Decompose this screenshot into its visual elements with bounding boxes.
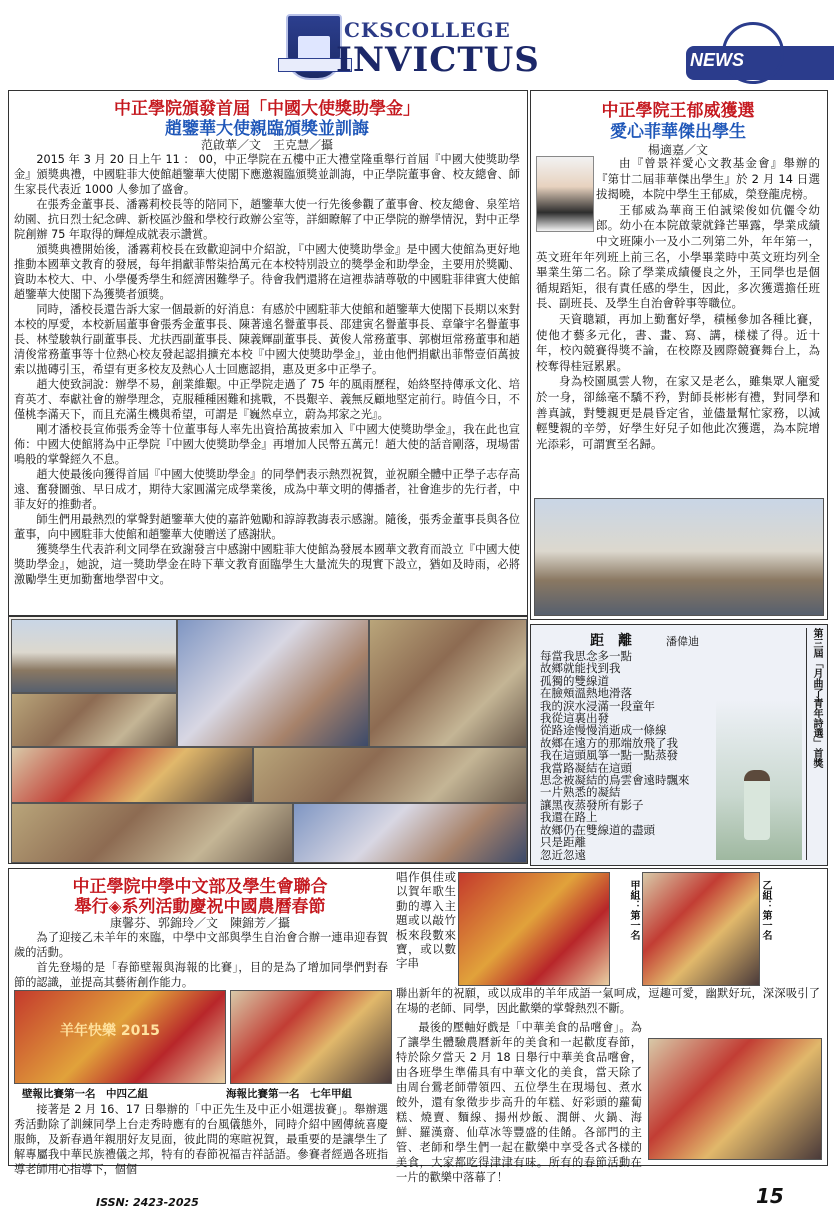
- poem-line: 我的淚水浸滿一段童年: [540, 698, 655, 713]
- poem-line: 從路途慢慢消逝成一條線: [540, 723, 667, 738]
- caption-group-a: 甲組：第一名: [628, 880, 639, 940]
- photo-stage-banner: [177, 619, 369, 747]
- article-scholarship-body: [14, 152, 520, 610]
- photo-contest-winners-a: [458, 872, 610, 986]
- article-scholarship-title: 中正學院頒發首屆「中國大使獎助學金」: [114, 99, 420, 119]
- poem-line: 孤獨的雙線道: [540, 673, 609, 688]
- scholarship-photo-collage: [8, 616, 528, 864]
- article-scholarship-paragraph: 同時，潘校長還告訴大家一個最新的好消息：有感於中國駐菲大使館和趙鑒華大使閣下長期以來對本校的厚愛，本校新屆董事會張秀金董事長、陳著遠名譽董事長、邵建寅名譽董事長、章肇宇名譽董事長、林瑩駿執行副董事長、尤扶西副董事長、陳義輝副董事長、黃俊人常務董事、郭樹垣常務董事和趙清俊常務董事等十位熱心校友發起認捐擴充本校『中國大使獎助學金』，並由他們捐獻出菲幣壹佰萬披索以拋磚引玉，希望有更多校友及熱心人士回應認捐，惠及更多中正學子。: [14, 303, 520, 376]
- photo-contest-winners-b: [642, 872, 760, 986]
- article-outstanding-paragraph: 身為校園風雲人物，在家又是老么，雖集眾人寵愛於一身，卻絲毫不驕不矜，對師長彬彬有禮，對同學和善真誠，對雙親更是晨昏定省，並儘量幫忙家務，以減輕雙親的辛勞，好學生好兒子如他此次獲選，為本院增光添彩，可謂實至名歸。: [536, 374, 820, 451]
- poem-line: 只是距離: [540, 835, 586, 850]
- poem-line: 故鄉仍在雙線道的盡頭: [540, 822, 655, 837]
- article-spring-right1: [396, 986, 820, 1018]
- article-outstanding-paragraph: 王郁威為華商王伯誠梁俊如伉儷令幼郎。幼小在本院啟蒙就鋒芒畢露，學業成績中文班陳小一及小二列第二外，年年第一，英文班年年列班上前三名，小學畢業時中英文班均列全畢業生第二名。除了學業成績優良之外，王同學也是個循規蹈矩，很有責任感的學生，因此，多次獲選擔任班長、副班長、及學生自治會幹事等職位。: [536, 202, 820, 311]
- article-scholarship-paragraph: 師生們用最熱烈的掌聲對趙鑒華大使的嘉許勉勵和諄諄教誨表示感謝。隨後，張秀金董事長與各位董事，向中國駐菲大使館和趙鑒華大使贈送了感謝狀。: [14, 513, 520, 541]
- article-scholarship-paragraph: 在張秀金董事長、潘霧莉校長等的陪同下，趙鑒華大使一行先後參觀了董事會、校友總會、泉笙培幼園、抗日烈士紀念碑、新校區沙盤和學校行政辦公室等，詳細瞭解了中正學院的辦學情況，對中正學院創辦 75 年取得的輝煌成就表示讚賞。: [14, 198, 520, 241]
- article-spring-bottom: [14, 1102, 388, 1176]
- article-scholarship-subtitle: 趙鑒華大使親臨頒獎並訓誨: [165, 119, 369, 139]
- photo-ambassador-speech: [369, 619, 527, 747]
- article-outstanding-subtitle: 愛心菲華傑出學生: [610, 122, 746, 142]
- photo-award-ceremony: [11, 747, 253, 803]
- article-outstanding-body: [536, 156, 820, 494]
- poster-greeting-text: 羊年快樂 2015: [60, 1023, 160, 1039]
- article-scholarship-paragraph: 獲獎學生代表許利文同學在致謝發言中感謝中國駐菲大使館為發展本國華文教育而設立『中國大使獎助學金』，她說，這一獎助學金在時下華文教育面臨學生大量流失的現實下設立，猶如及時雨，必將激勵學生更加勤奮地學習中文。: [14, 543, 520, 586]
- poem-author: 潘偉迪: [666, 635, 699, 648]
- article-spring-byline: 康馨芬、郭錦玲／文 陳錦芳／攝: [109, 916, 290, 930]
- photo-certificate: [293, 803, 527, 863]
- poem-line: 思念被凝結的鳥雲會遠時飄來: [540, 773, 690, 788]
- photo-poster: [230, 990, 392, 1084]
- caption-wall-newspaper: 壁報比賽第一名 中四乙組: [22, 1088, 148, 1100]
- poem-line: 故鄉就能找到我: [540, 661, 621, 676]
- college-name: CKSCOLLEGE: [344, 18, 511, 42]
- article-spring-paragraph: 為了迎接乙未羊年的來臨，中學中文部與學生自治會合辦一連串迎春賀歲的活動。: [14, 931, 388, 959]
- photo-board-members: [11, 803, 293, 863]
- poem-line: 我在這頭風箏一點一點蒸發: [540, 748, 678, 763]
- poem-line: 讓黑夜蒸發所有影子: [540, 797, 644, 812]
- article-scholarship-paragraph: 2015 年 3 月 20 日上午 11 ： 00，中正學院在五樓中正大禮堂隆重舉行首屆『中國大使獎助學金』頒獎典禮，中國駐菲大使館趙鑒華大使閣下應邀親臨頒獎並訓誨，中正學院董事會、校友總會、師生家長代表近 1000 人參加了盛會。: [14, 153, 520, 196]
- portrait-spacer: [536, 156, 596, 234]
- article-spring-subtitle: 舉行◈系列活動慶祝中國農曆春節: [74, 897, 326, 917]
- article-scholarship-paragraph: 頒獎典禮開始後，潘霧莉校長在致歡迎詞中介紹說，『中國大使獎助學金』是中國大使館為更好地推動本國華文教育的發展，每年捐獻菲幣柒拾萬元在本校特別設立的獎學金和助學金，主要用於獎勵、資助本校大、中、小學優秀學生和經濟困難學子。待會我們還將在這裡恭請尊敬的中國駐菲律賓大使館趙鑒華大使閣下為獲獎者頒獎。: [14, 243, 520, 301]
- article-outstanding-title: 中正學院王郁威獲選: [601, 101, 755, 121]
- article-spring-column: 唱作俱佳或以賀年歌生動的導入主題或以敲竹板來段數來寶，或以數字串: [396, 870, 456, 971]
- poem-line: 故鄉在遠方的那端放飛了我: [540, 735, 678, 750]
- article-outstanding-paragraph: 由『曾景祥愛心文教基金會』舉辦的『第廿二屆菲華傑出學生』於 2 月 14 日選拔揭曉，本院中學生王郁威，榮登龍虎榜。: [596, 156, 820, 202]
- poem-line: 在臉頰溫熱地滑落: [540, 686, 632, 701]
- news-section-label: NEWS: [690, 50, 744, 70]
- article-spring-right2: [396, 1020, 820, 1184]
- article-scholarship-byline: 范啟華／文 王克慧／攝: [200, 138, 333, 152]
- article-scholarship-paragraph: 趙大使最後向獲得首屆『中國大使獎助學金』的同學們表示熱烈祝賀，並祝願全體中正學子志存高遠、奮發圖強、早日成才，期待大家圓滿完成學業後，成為中華文明的傳播者，社會進步的先行者，中菲友好的推動者。: [14, 468, 520, 511]
- article-scholarship-paragraph: 剛才潘校長宣佈張秀金等十位董事每人率先出資拾萬披索加入『中國大使獎助學金』，我在此也宣佈：中國大使館將為中正學院『中國大使獎助學金』再增加人民幣五萬元！趙大使的話音剛落，現場雷鳴般的掌聲經久不息。: [14, 423, 520, 466]
- magazine-title: INVICTUS: [336, 40, 540, 80]
- college-crest-icon: [286, 14, 342, 80]
- poem-line: 我還在路上: [540, 810, 598, 825]
- poem-line: 每當我思念多一點: [540, 649, 632, 663]
- poem-line: 我從這裏出發: [540, 711, 609, 726]
- page-number: 15: [756, 1184, 784, 1208]
- article-spring-paragraph: 接著是 2 月 16、17 日舉辦的「中正先生及中正小姐選拔賽」。舉辦選秀活動除了訓練同學上台走秀時應有的台風儀態外，同時介紹中國傳統喜慶服飾，及新春過年親朋好友見面，彼此問的寒暄祝賀，最重要的是讓學生了解專屬我中華民族禮儀之邦，特有的春節祝福吉祥話語。參賽者經過各班指導老師用心指導下，個個: [14, 1103, 388, 1176]
- article-spring-title: 中正學院中學中文部及學生會聯合: [72, 877, 328, 897]
- article-spring-paragraph: 最後的壓軸好戲是「中華美食的品嚐會」。為了讓學生體驗農曆新年的美食和一起歡度春節，特於除夕當天 2 月 18 日舉行中華美食品嚐會，由各班學生準備具有中華文化的美食，當天除了由周台鶯老師帶領四、五位學生在現場包、煮水餃外，還有象徵步步高升的年糕、好彩頭的蘿蔔糕、燒賣、麵線、揚州炒飯、潤餅、火鍋、海鮮、羅漢齋、仙草冰等豐盛的佳餚。各部門的主管、老師和學生們一起在歡樂中享受各式各樣的美食，大家都吃得津津有味。所有的春節活動在一片的歡樂中落幕了！: [396, 1021, 642, 1184]
- food-photo-spacer: [642, 1036, 820, 1156]
- article-spring-paragraph: 首先登場的是「春節壁報與海報的比賽」，目的是為了增加同學們對春節的認識，並提高其藝術創作能力。: [14, 961, 388, 989]
- photo-students-row: [253, 747, 527, 803]
- issn-number: ISSN: 2423-2025: [96, 1196, 199, 1209]
- poem-line: 我當路凝結在這頭: [540, 760, 632, 775]
- photo-guests-group: [11, 693, 177, 747]
- article-scholarship-paragraph: 趙大使致詞說：辦學不易，創業維艱。中正學院走過了 75 年的風雨歷程，始終堅持傳承文化、培育英才、奉獻社會的辦學理念，克服種種困難和挑戰，不畏艱辛、義無反顧地堅定前行。時值今日，不僅桃李滿天下，而且充滿生機與希望，可謂是『巍然卓立，蔚為邦家之光』。: [14, 378, 520, 421]
- poem-title: 距 離: [590, 633, 632, 649]
- article-spring-intro: [14, 930, 388, 988]
- poem-line: 忽近忽遠: [540, 847, 586, 862]
- poem-side-label: 第三屆「月曲了青年詩選」首獎: [806, 628, 824, 860]
- article-spring-paragraph: 聯出新年的祝願，或以成串的羊年成語一氣呵成，逗趣可愛，幽默好玩，深深吸引了在場的老師、同學，因此歡樂的掌聲熱烈不斷。: [396, 987, 820, 1015]
- poem-body: [540, 650, 760, 860]
- caption-poster: 海報比賽第一名 七年甲組: [226, 1088, 352, 1100]
- caption-group-b: 乙組：第一名: [760, 880, 771, 940]
- photo-award-group: [534, 498, 824, 616]
- photo-school-building: [11, 619, 177, 693]
- article-outstanding-byline: 楊適嘉／文: [647, 143, 708, 157]
- article-outstanding-paragraph: 天資聰穎，再加上勤奮好學，積極參加各種比賽，使他才藝多元化，書、畫、寫、講，樣樣了得。近十年，校內競賽得獎不論，在校際及國際競賽舞台上，為校奪得桂冠累累。: [536, 311, 820, 373]
- poem-line: 一片熟悉的凝結: [540, 785, 621, 800]
